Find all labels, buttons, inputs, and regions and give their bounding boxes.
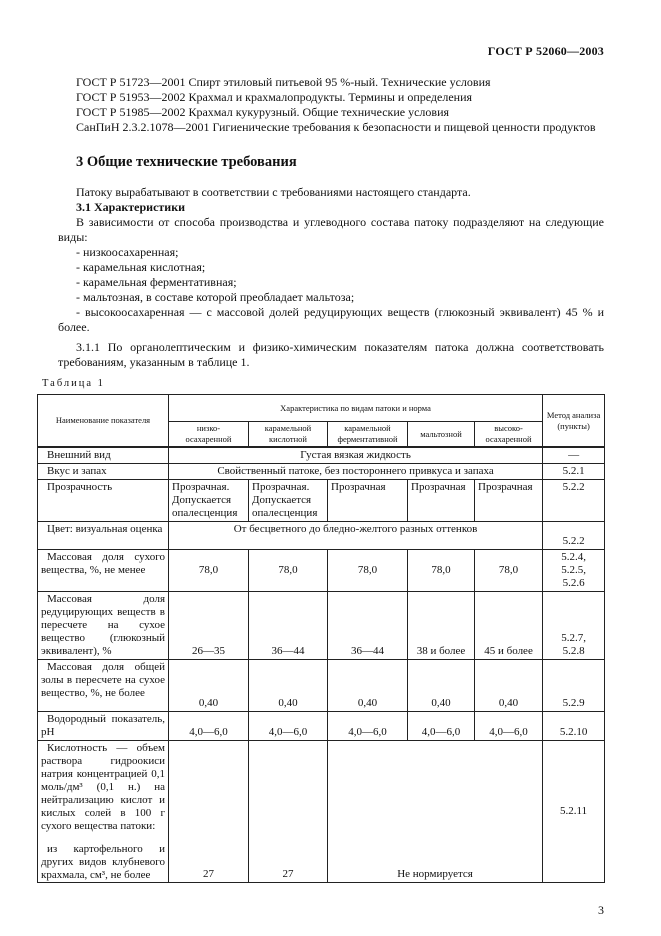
section-intro: Патоку вырабатывают в соответствии с требованиями настоящего стандарта. <box>76 185 471 199</box>
row-method: — <box>543 447 605 464</box>
row-label <box>38 741 169 883</box>
paragraph-3-1-1: 3.1.1 По органолептическим и физико-химическим показателям патока должна соответствовать требованиям, указанным в таблице 1. <box>58 340 604 369</box>
cell-value: Не нормируется <box>328 741 543 883</box>
cell-value: 0,40 <box>249 660 328 712</box>
table-row <box>38 592 605 660</box>
header-method: Метод анализа (пункты) <box>543 395 605 448</box>
row-method: 5.2.2 <box>543 522 605 550</box>
cell-value: 0,40 <box>408 660 475 712</box>
header-col-acid: карамельной кислотной <box>249 422 328 448</box>
kind-item: - высокоосахаренная — с массовой долей редуцирующих веществ (глюкозный эквивалент) 45 % и более. <box>58 305 604 334</box>
cell-value: 78,0 <box>249 550 328 592</box>
cell-value: 38 и более <box>408 592 475 660</box>
cell-value: Прозрачная. Допускается опалесценция <box>249 480 328 522</box>
table-row <box>38 550 605 592</box>
header-col-enzyme: карамельной ферментативной <box>328 422 408 448</box>
table-row <box>38 522 605 550</box>
header-col-high: высоко- осахаренной <box>475 422 543 448</box>
section-title: 3 Общие технические требования <box>76 154 297 170</box>
row-method: 5.2.2 <box>543 480 605 522</box>
cell-value: 36—44 <box>328 592 408 660</box>
cell-value: Прозрачная <box>408 480 475 522</box>
cell-value: 36—44 <box>249 592 328 660</box>
table-row <box>38 464 605 480</box>
row-method: 5.2.7, 5.2.8 <box>543 592 605 660</box>
cell-value: 78,0 <box>169 550 249 592</box>
row-label: Внешний вид <box>38 447 169 464</box>
cell-value: Прозрачная <box>328 480 408 522</box>
acidity-sublabel: из картофельного и других видов клубневого крахмала, см³, не более <box>41 843 165 881</box>
cell-value: 4,0—6,0 <box>475 712 543 741</box>
cell-value: 4,0—6,0 <box>249 712 328 741</box>
cell-value: 78,0 <box>408 550 475 592</box>
header-group: Характеристика по видам патоки и норма <box>169 395 543 422</box>
cell-value: 78,0 <box>475 550 543 592</box>
table-row <box>38 741 605 883</box>
cell-value: 4,0—6,0 <box>328 712 408 741</box>
cell-value: 78,0 <box>328 550 408 592</box>
kind-item: - низкоосахаренная; <box>76 245 179 259</box>
table-row <box>38 480 605 522</box>
kind-item: - мальтозная, в составе которой преобладает мальтоза; <box>76 290 355 304</box>
row-label: Вкус и запах <box>38 464 169 480</box>
document-header: ГОСТ Р 52060—2003 <box>487 44 604 58</box>
row-method: 5.2.1 <box>543 464 605 480</box>
row-label: Массовая доля редуцирующих веществ в пересчете на сухое вещество (глюкозный эквивалент), % <box>38 592 169 660</box>
subsection-title: 3.1 Характеристики <box>76 200 186 214</box>
kind-item: - карамельная ферментативная; <box>76 275 237 289</box>
cell-value: 27 <box>249 741 328 883</box>
cell-value: 0,40 <box>169 660 249 712</box>
reference-line: ГОСТ Р 51985—2002 Крахмал кукурузный. Общие технические условия <box>76 105 450 119</box>
header-indicator: Наименование показателя <box>38 395 169 448</box>
cell-value: 26—35 <box>169 592 249 660</box>
table-caption: Таблица 1 <box>42 378 105 389</box>
cell-value: 4,0—6,0 <box>408 712 475 741</box>
cell-value: 0,40 <box>475 660 543 712</box>
header-col-maltose: мальтозной <box>408 422 475 448</box>
row-method: 5.2.11 <box>543 741 605 883</box>
cell-value: 27 <box>169 741 249 883</box>
cell-value: Прозрачная. Допускается опалесценция <box>169 480 249 522</box>
row-label: Цвет: визуальная оценка <box>38 522 169 550</box>
row-value: От бесцветного до бледно-желтого разных оттенков <box>169 522 543 550</box>
cell-value: 45 и более <box>475 592 543 660</box>
kind-item: - карамельная кислотная; <box>76 260 206 274</box>
row-label: Массовая доля общей золы в пересчете на сухое вещество, %, не более <box>38 660 169 712</box>
row-label: Прозрачность <box>38 480 169 522</box>
row-method: 5.2.9 <box>543 660 605 712</box>
cell-value: 0,40 <box>328 660 408 712</box>
table-row <box>38 660 605 712</box>
page-number: 3 <box>598 903 604 917</box>
row-method: 5.2.4, 5.2.5, 5.2.6 <box>543 550 605 592</box>
table-row <box>38 712 605 741</box>
row-value: Свойственный патоке, без постороннего привкуса и запаха <box>169 464 543 480</box>
reference-line: ГОСТ Р 51723—2001 Спирт этиловый питьевой 95 %-ный. Технические условия <box>76 75 491 89</box>
table-row <box>38 447 605 464</box>
acidity-label: Кислотность — объем раствора гидроокиси натрия концентрацией 0,1 моль/дм³ (0,1 н.) на нейтрализацию кислот и кислых солей в 100 г сухого вещества патоки: <box>41 742 165 832</box>
row-value: Густая вязкая жидкость <box>169 447 543 464</box>
reference-line: ГОСТ Р 51953—2002 Крахмал и крахмалопродукты. Термины и определения <box>76 90 473 104</box>
header-col-low: низко- осахаренной <box>169 422 249 448</box>
cell-value: 4,0—6,0 <box>169 712 249 741</box>
reference-line: СанПиН 2.3.2.1078—2001 Гигиенические требования к безопасности и пищевой ценности продуктов <box>76 120 596 134</box>
cell-value: Прозрачная <box>475 480 543 522</box>
subsection-text: В зависимости от способа производства и углеводного состава патоку подразделяют на следующие виды: <box>58 215 604 244</box>
requirements-table <box>37 394 605 883</box>
row-method: 5.2.10 <box>543 712 605 741</box>
row-label: Массовая доля сухого вещества, %, не менее <box>38 550 169 592</box>
row-label: Водородный показатель, pH <box>38 712 169 741</box>
